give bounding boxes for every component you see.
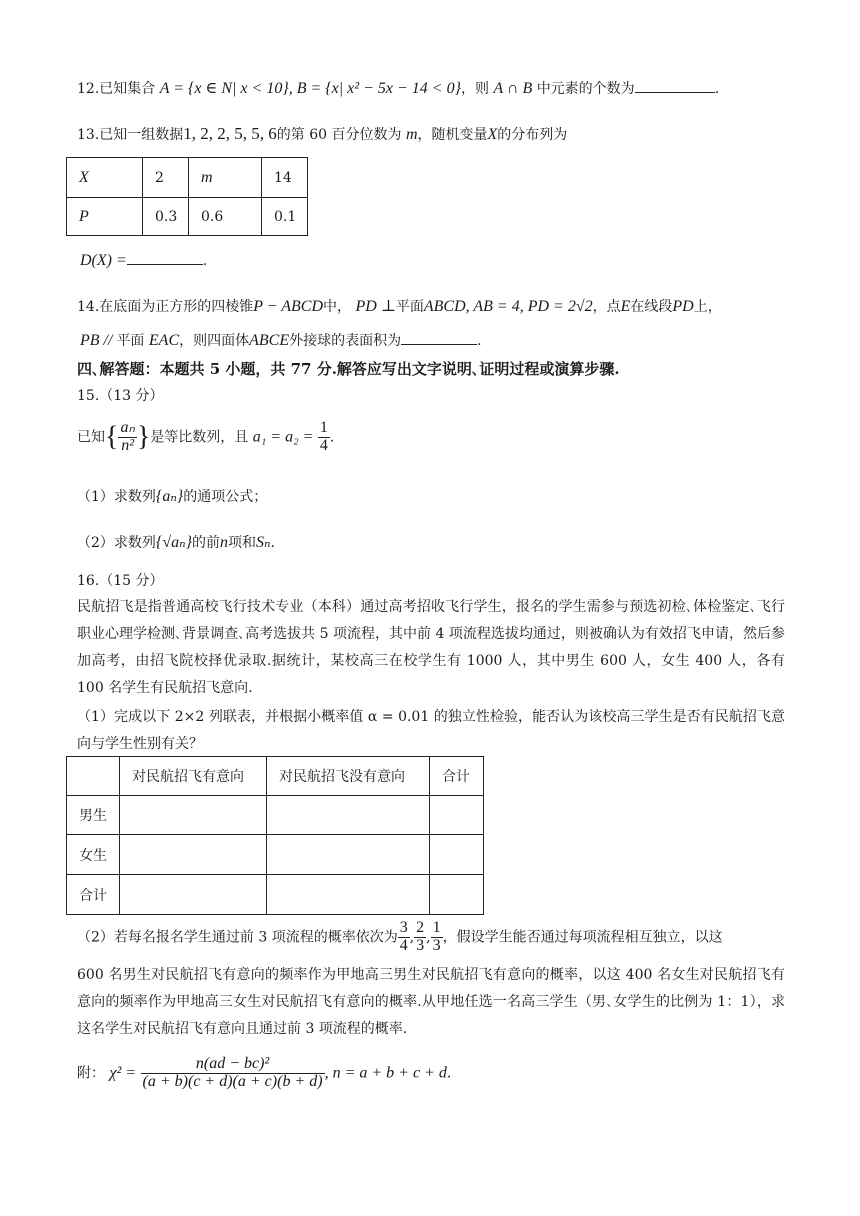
q16-heading: 16.（15 分） <box>77 573 164 589</box>
question-13: 13.已知一组数据1, 2, 2, 5, 5, 6的第 60 百分位数为 m，随机变量X的分布列为 <box>77 124 568 143</box>
question-14: 14.在底面为正方形的四棱锥P − ABCD中， PD ⊥平面ABCD, AB = 4, PD = 2√2，点E在线段PD上， <box>77 298 722 315</box>
q15-given: 已知{ $\frac{\text{aₙ}}{\text{n²}}$ }是等比数列，且 a₁ = a₂ = $\frac{1}{4}$ . <box>77 419 335 454</box>
q16-part2-rest: 600 名男生对民航招飞有意向的频率作为甲地高三男生对民航招飞有意向的概率，以这 400 名女生对民航招飞有意向的频率作为甲地高三女生对民航招飞有意向的概率.从甲地任选一名高三学生（男､女学生的比例为 1：1），求这名学生对民航招飞有意向且通过前 3 项流程的概率. <box>77 967 785 1037</box>
q15-part2: （2）求数列{√aₙ}的前n项和Sₙ. <box>77 534 275 551</box>
answer-blank <box>635 78 715 93</box>
q13-answer: D(X) = . <box>80 252 208 269</box>
question-14-line2: PB // 平面 EAC，则四面体ABCE外接球的表面积为 . <box>80 332 482 349</box>
q16-part1: （1）完成以下 2×2 列联表，并根据小概率值 α = 0.01 的独立性检验，能否认为该校高三学生是否有民航招飞意向与学生性别有关？ <box>77 709 785 752</box>
answer-blank <box>401 330 477 345</box>
q15-heading: 15.（13 分） <box>77 388 164 404</box>
answer-blank <box>127 250 203 265</box>
contingency-table: 对民航招飞有意向 对民航招飞没有意向 合计 男生 女生 合计 <box>66 756 484 915</box>
q16-part2-line1: （2）若每名报名学生通过前 3 项流程的概率依次为 $\frac{3}{4}$ , $\frac{2}{3}$ , $\frac{1}{3}$ ，假设学生能否通过每项流程相互独立，以这 <box>77 919 723 954</box>
q12-number: 12. <box>77 81 100 97</box>
q16-intro-paragraph: 民航招飞是指普通高校飞行技术专业（本科）通过高考招收飞行学生，报名的学生需参与预选初检､体检鉴定､飞行职业心理学检测､背景调查､高考选拔共 5 项流程，其中前 4 项流程选拔均通过，则被确认为有效招飞申请，然后参加高考，由招飞院校择优录取.据统计，某校高三在校学生有 1000 人，其中男生 600 人，女生 400 人，各有 100 名学生有民航招飞意向. <box>77 599 785 696</box>
appendix-formula: 附： χ² = $\frac{\text{n(ad − bc)²}}{(a + b)(c + d)(a + c)(b + d)}$ , n = a + b + c + d. <box>77 1055 452 1090</box>
q12-sets: A = {x ∈ N| x < 10}, B = {x| x² − 5x − 14 < 0} <box>159 80 461 97</box>
question-12: 12.已知集合 A = {x ∈ N| x < 10}, B = {x| x² − 5x − 14 < 0}，则 A ∩ B 中元素的个数为 . <box>77 80 720 97</box>
section-heading: 四､解答题：本题共 5 小题，共 77 分.解答应写出文字说明､证明过程或演算步骤. <box>77 360 620 378</box>
distribution-table: X 2 m 14 P 0.3 0.6 0.1 <box>66 157 308 236</box>
q15-part1: （1）求数列{aₙ}的通项公式； <box>77 488 268 505</box>
